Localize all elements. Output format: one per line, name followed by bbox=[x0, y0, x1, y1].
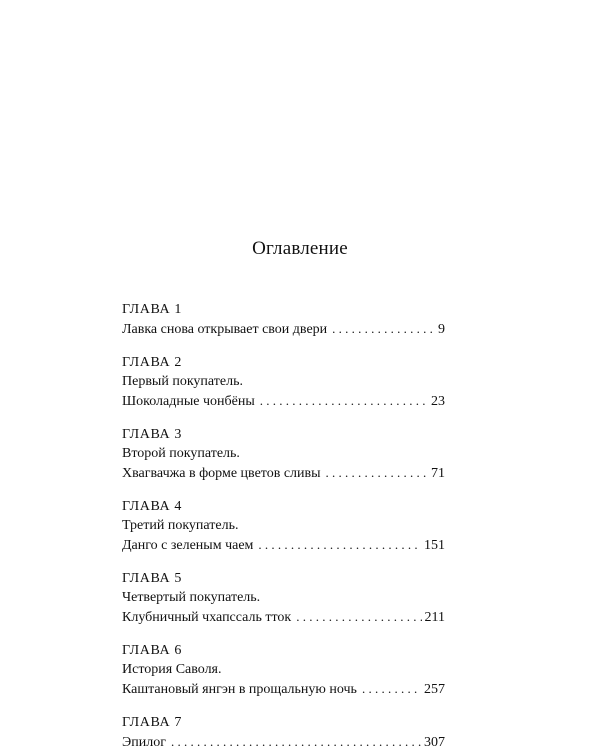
entry-title: Данго с зеленым чаем bbox=[122, 538, 254, 553]
chapter-label: ГЛАВА 3 bbox=[122, 427, 182, 442]
toc-entry[interactable] bbox=[122, 319, 445, 339]
entry-title: Хвагвачжа в форме цветов сливы bbox=[122, 466, 321, 481]
dot-leader bbox=[260, 391, 428, 410]
chapter-1 bbox=[122, 300, 445, 339]
page-number: 9 bbox=[438, 322, 445, 337]
entry-title: Шоколадные чонбёны bbox=[122, 394, 255, 409]
toc-entry[interactable] bbox=[122, 463, 445, 483]
chapter-subtitle: Третий покупатель. bbox=[122, 518, 239, 533]
dot-leader bbox=[332, 319, 435, 338]
entry-title: Каштановый янгэн в прощальную ночь bbox=[122, 682, 357, 697]
chapter-label: ГЛАВА 7 bbox=[122, 715, 182, 730]
dot-leader bbox=[258, 535, 421, 554]
table-of-contents bbox=[122, 300, 445, 750]
chapter-5 bbox=[122, 569, 445, 627]
toc-entry[interactable] bbox=[122, 535, 445, 555]
page-number: 257 bbox=[424, 682, 445, 697]
chapter-2 bbox=[122, 353, 445, 411]
chapter-6 bbox=[122, 641, 445, 699]
chapter-4 bbox=[122, 497, 445, 555]
chapter-label: ГЛАВА 1 bbox=[122, 302, 182, 317]
chapter-label: ГЛАВА 2 bbox=[122, 355, 182, 370]
chapter-subtitle: Четвертый покупатель. bbox=[122, 590, 261, 605]
dot-leader bbox=[362, 679, 421, 698]
chapter-label: ГЛАВА 5 bbox=[122, 571, 182, 586]
toc-entry[interactable] bbox=[122, 607, 445, 627]
chapter-7 bbox=[122, 713, 445, 750]
dot-leader bbox=[326, 463, 428, 482]
page-number: 307 bbox=[424, 735, 445, 750]
dot-leader bbox=[296, 607, 421, 626]
dot-leader bbox=[171, 732, 421, 750]
chapter-subtitle: История Саволя. bbox=[122, 662, 222, 677]
chapter-label: ГЛАВА 6 bbox=[122, 643, 182, 658]
entry-title: Эпилог bbox=[122, 735, 166, 750]
page-number: 23 bbox=[431, 394, 445, 409]
toc-entry[interactable] bbox=[122, 732, 445, 750]
chapter-subtitle: Первый покупатель. bbox=[122, 374, 243, 389]
page-number: 151 bbox=[424, 538, 445, 553]
toc-entry[interactable] bbox=[122, 679, 445, 699]
chapter-label: ГЛАВА 4 bbox=[122, 499, 182, 514]
chapter-subtitle: Второй покупатель. bbox=[122, 446, 240, 461]
page-number: 71 bbox=[431, 466, 445, 481]
page-number: 211 bbox=[424, 610, 445, 625]
page-title: Оглавление bbox=[252, 238, 348, 259]
chapter-3 bbox=[122, 425, 445, 483]
entry-title: Лавка снова открывает свои двери bbox=[122, 322, 328, 337]
toc-entry[interactable] bbox=[122, 391, 445, 411]
entry-title: Клубничный чхапссаль тток bbox=[122, 610, 292, 625]
